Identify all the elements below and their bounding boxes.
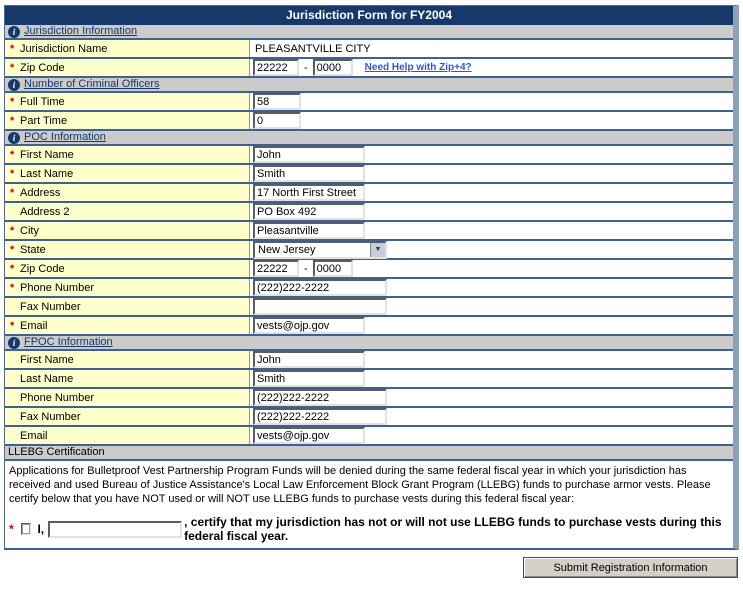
poc-state-select[interactable] <box>253 241 387 259</box>
info-icon: i <box>8 79 20 91</box>
field-label-cell <box>5 260 250 277</box>
field-label-cell <box>5 222 250 239</box>
fpoc-phone-number-input[interactable] <box>253 389 387 406</box>
required-asterisk: * <box>10 224 15 237</box>
jurisdiction-form <box>4 5 739 550</box>
field-value-cell <box>250 279 733 296</box>
jurisdiction-name-value: PLEASANTVILLE CITY <box>255 42 371 55</box>
required-asterisk: * <box>10 186 15 199</box>
poc-city-input[interactable] <box>253 222 365 239</box>
required-asterisk: * <box>10 42 15 55</box>
field-value-cell <box>250 389 733 406</box>
field-label: First Name <box>20 148 74 161</box>
field-label-cell <box>5 40 250 57</box>
section-llebg-certification <box>5 446 733 461</box>
field-value-cell <box>250 260 733 277</box>
field-row-jurisdiction-zip-code <box>5 59 733 78</box>
field-value-cell <box>250 370 733 387</box>
field-value-cell <box>250 112 733 129</box>
form-title: Jurisdiction Form for FY2004 <box>5 6 733 25</box>
part-time-input[interactable] <box>253 112 301 129</box>
field-label-cell <box>5 112 250 129</box>
required-asterisk: * <box>10 319 15 332</box>
dropdown-arrow-icon[interactable]: ▼ <box>370 243 385 257</box>
jurisdiction-zip-code-zip4-input[interactable] <box>313 59 353 76</box>
field-value-cell <box>250 241 733 258</box>
required-asterisk: * <box>10 281 15 294</box>
field-label: First Name <box>20 353 74 366</box>
field-row-poc-first-name <box>5 146 733 165</box>
field-value-cell <box>250 93 733 110</box>
field-row-full-time <box>5 93 733 112</box>
field-row-fpoc-phone-number <box>5 389 733 408</box>
field-label: Full Time <box>20 95 65 108</box>
required-asterisk: * <box>10 167 15 180</box>
zip-separator: - <box>304 262 308 275</box>
field-label-cell <box>5 317 250 334</box>
zip-separator: - <box>304 61 308 74</box>
fpoc-fax-number-input[interactable] <box>253 408 387 425</box>
field-value-cell <box>250 427 733 444</box>
fpoc-last-name-input[interactable] <box>253 370 365 387</box>
required-asterisk: * <box>10 95 15 108</box>
field-row-poc-fax-number <box>5 298 733 317</box>
field-value-cell <box>250 184 733 201</box>
field-row-poc-phone-number <box>5 279 733 298</box>
field-label-cell <box>5 351 250 368</box>
field-row-poc-last-name <box>5 165 733 184</box>
field-row-part-time <box>5 112 733 131</box>
poc-last-name-input[interactable] <box>253 165 365 182</box>
field-label-cell <box>5 146 250 163</box>
field-label-cell <box>5 93 250 110</box>
field-label: Last Name <box>20 372 74 385</box>
field-label: City <box>20 224 39 237</box>
field-row-fpoc-last-name <box>5 370 733 389</box>
field-row-poc-email <box>5 317 733 336</box>
info-icon: i <box>8 26 20 38</box>
section-title-number-of-criminal-officers[interactable]: Number of Criminal Officers <box>24 78 160 90</box>
section-number-of-criminal-officers <box>5 78 733 93</box>
field-row-fpoc-fax-number <box>5 408 733 427</box>
field-row-poc-zip-code <box>5 260 733 279</box>
certification-line <box>9 515 729 543</box>
field-label-cell <box>5 370 250 387</box>
field-value-cell <box>250 222 733 239</box>
info-icon: i <box>8 337 20 349</box>
field-row-fpoc-email <box>5 427 733 446</box>
certification-checkbox[interactable] <box>21 523 31 535</box>
required-asterisk: * <box>9 522 14 536</box>
field-value-cell <box>250 351 733 368</box>
field-value-cell <box>250 165 733 182</box>
submit-registration-button[interactable]: Submit Registration Information <box>523 557 738 578</box>
section-poc-information <box>5 131 733 146</box>
field-label-cell <box>5 203 250 220</box>
field-label: Phone Number <box>20 391 94 404</box>
poc-fax-number-input[interactable] <box>253 298 387 315</box>
field-value-cell <box>250 40 733 57</box>
selected-option: New Jersey <box>258 243 316 256</box>
field-label-cell <box>5 279 250 296</box>
field-row-poc-address-2 <box>5 203 733 222</box>
field-label-cell <box>5 59 250 76</box>
poc-zip-code-zip4-input[interactable] <box>313 260 353 277</box>
field-label: Part Time <box>20 114 68 127</box>
fpoc-first-name-input[interactable] <box>253 351 365 368</box>
certifier-name-input[interactable] <box>48 521 182 538</box>
field-label: Fax Number <box>20 410 81 423</box>
field-label: Email <box>20 429 48 442</box>
poc-address-2-input[interactable] <box>253 203 365 220</box>
required-asterisk: * <box>10 243 15 256</box>
fpoc-email-input[interactable] <box>253 427 365 444</box>
field-label: Zip Code <box>20 262 65 275</box>
required-asterisk: * <box>10 114 15 127</box>
button-row <box>4 557 739 578</box>
field-label-cell <box>5 184 250 201</box>
poc-first-name-input[interactable] <box>253 146 365 163</box>
full-time-input[interactable] <box>253 93 301 110</box>
field-row-poc-address <box>5 184 733 203</box>
poc-phone-number-input[interactable] <box>253 279 387 296</box>
field-value-cell <box>250 408 733 425</box>
field-label: Email <box>20 319 48 332</box>
info-icon: i <box>8 132 20 144</box>
section-fpoc-information <box>5 336 733 351</box>
field-row-poc-city <box>5 222 733 241</box>
required-asterisk: * <box>10 148 15 161</box>
field-value-cell <box>250 59 733 76</box>
required-asterisk: * <box>10 61 15 74</box>
certification-prefix: I, <box>37 522 45 536</box>
certification-suffix: , certify that my jurisdiction has not or will not use LLEBG funds to purchase vests during this federal fiscal year. <box>184 515 722 543</box>
field-value-cell <box>250 203 733 220</box>
form-rows <box>5 25 733 461</box>
section-title-fpoc-information[interactable]: FPOC Information <box>24 336 113 348</box>
field-label-cell <box>5 165 250 182</box>
field-row-fpoc-first-name <box>5 351 733 370</box>
section-title-llebg-certification: LLEBG Certification <box>8 446 105 458</box>
llebg-certification-block <box>5 461 733 548</box>
field-label: Address 2 <box>20 205 70 218</box>
section-title-jurisdiction-information[interactable]: Jurisdiction Information <box>24 25 138 37</box>
jurisdiction-zip-code-zip5-input[interactable] <box>253 59 299 76</box>
field-row-poc-state <box>5 241 733 260</box>
field-row-jurisdiction-name <box>5 40 733 59</box>
zip-help-link[interactable]: Need Help with Zip+4? <box>364 62 472 73</box>
field-label: Zip Code <box>20 61 65 74</box>
field-value-cell <box>250 146 733 163</box>
field-label-cell <box>5 298 250 315</box>
poc-address-input[interactable] <box>253 184 365 201</box>
field-label: Address <box>20 186 61 199</box>
field-value-cell <box>250 317 733 334</box>
field-label: State <box>20 243 46 256</box>
field-label: Fax Number <box>20 300 81 313</box>
required-asterisk: * <box>10 262 15 275</box>
section-title-poc-information[interactable]: POC Information <box>24 131 106 143</box>
field-label: Last Name <box>20 167 74 180</box>
field-label: Phone Number <box>20 281 94 294</box>
poc-email-input[interactable] <box>253 317 365 334</box>
field-label: Jurisdiction Name <box>20 42 108 55</box>
field-label-cell <box>5 389 250 406</box>
field-label-cell <box>5 241 250 258</box>
poc-zip-code-zip5-input[interactable] <box>253 260 299 277</box>
field-label-cell <box>5 427 250 444</box>
field-value-cell <box>250 298 733 315</box>
section-jurisdiction-information <box>5 25 733 40</box>
certification-paragraph: Applications for Bulletproof Vest Partnership Program Funds will be denied during the same federal fiscal year in which your jurisdiction has received and used Bureau of Justice Assistance's Local Law Enforcement Block Grant Program (LLEBG) funds to purchase armor vests. Please certify below that you have NOT used or will NOT use LLEBG funds to purchase vests during this federal fiscal year: <box>9 465 711 505</box>
field-label-cell <box>5 408 250 425</box>
